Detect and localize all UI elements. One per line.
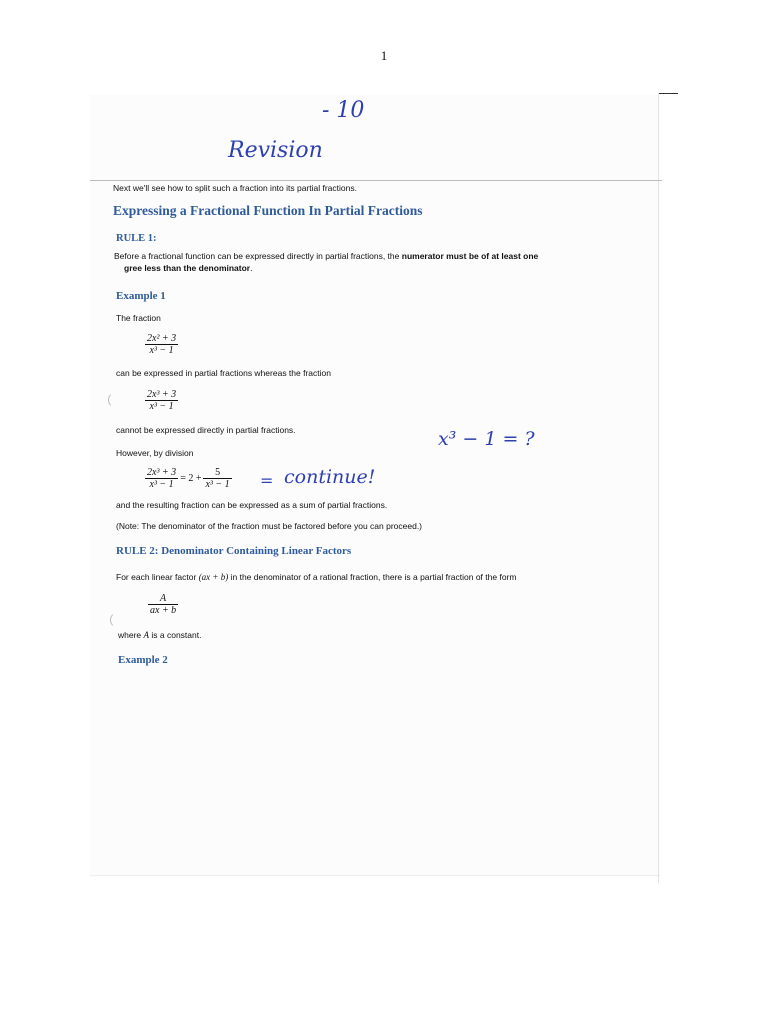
fraction-2 xyxy=(145,389,178,412)
rule1-bold-part-2: gree less than the denominator xyxy=(124,263,251,273)
rule1-text xyxy=(114,250,614,274)
handwritten-continue: continue! xyxy=(284,466,376,488)
divider-line xyxy=(90,180,662,181)
fraction-1-denominator: x³ − 1 xyxy=(149,345,174,356)
equation-middle: = 2 + xyxy=(180,473,202,484)
where-text-part: where xyxy=(118,630,144,640)
rule2-factor: (ax + b) xyxy=(198,572,229,582)
rule2-fraction xyxy=(148,593,178,616)
rule1-bold-part: numerator must be of at least one xyxy=(401,251,539,261)
can-be-text: can be expressed in partial fractions whereas the fraction xyxy=(116,368,331,378)
resulting-text: and the resulting fraction can be expressed as a sum of partial fractions. xyxy=(116,500,388,510)
handwritten-question: x³ − 1 = ? xyxy=(438,428,535,450)
example1-heading: Example 1 xyxy=(116,290,166,302)
scan-bottom-edge xyxy=(90,875,660,876)
rule2-text-part-2: in the denominator of a rational fraction, there is a partial fraction of the form xyxy=(228,572,517,582)
fraction-1-numerator: 2x² + 3 xyxy=(147,333,177,344)
rule2-fraction-numerator: A xyxy=(160,593,167,604)
fraction-4-numerator: 5 xyxy=(215,467,221,478)
handwritten-revision: Revision xyxy=(228,138,323,163)
where-text xyxy=(118,630,201,640)
fraction-3-numerator: 2x³ + 3 xyxy=(147,467,177,478)
cannot-text: cannot be expressed directly in partial fractions. xyxy=(116,425,296,435)
division-equation xyxy=(145,467,232,490)
fraction-2-numerator: 2x³ + 3 xyxy=(147,389,177,400)
where-text-part-2: is a constant. xyxy=(149,630,202,640)
scan-right-edge xyxy=(658,93,659,883)
where-variable: A xyxy=(143,630,150,640)
rule1-text-end: . xyxy=(250,263,253,273)
rule2-heading: RULE 2: Denominator Containing Linear Factors xyxy=(116,545,352,557)
handwritten-score: - 10 xyxy=(322,98,365,123)
rule2-fraction-denominator: ax + b xyxy=(150,605,177,616)
rule1-text-part: Before a fractional function can be expressed directly in partial fractions, the xyxy=(114,251,402,261)
page-number: 1 xyxy=(380,48,388,63)
however-text: However, by division xyxy=(116,448,194,458)
example2-heading: Example 2 xyxy=(118,654,168,666)
scan-bracket-mark xyxy=(108,392,117,408)
rule2-text-part: For each linear factor xyxy=(116,572,199,582)
rule2-text xyxy=(116,572,516,582)
the-fraction-text: The fraction xyxy=(116,313,161,323)
fraction-1 xyxy=(145,333,178,356)
rule1-heading: RULE 1: xyxy=(116,233,157,244)
note-text: (Note: The denominator of the fraction must be factored before you can proceed.) xyxy=(116,521,423,531)
scan-corner-mark xyxy=(658,93,678,94)
handwritten-equals: = xyxy=(260,471,274,490)
section-title: Expressing a Fractional Function In Partial Fractions xyxy=(113,203,423,218)
intro-text: Next we'll see how to split such a fraction into its partial fractions. xyxy=(113,183,357,193)
fraction-3-denominator: x³ − 1 xyxy=(149,479,174,490)
scan-bracket-mark-2 xyxy=(110,612,119,628)
fraction-4-denominator: x³ − 1 xyxy=(205,479,230,490)
fraction-2-denominator: x³ − 1 xyxy=(149,401,174,412)
